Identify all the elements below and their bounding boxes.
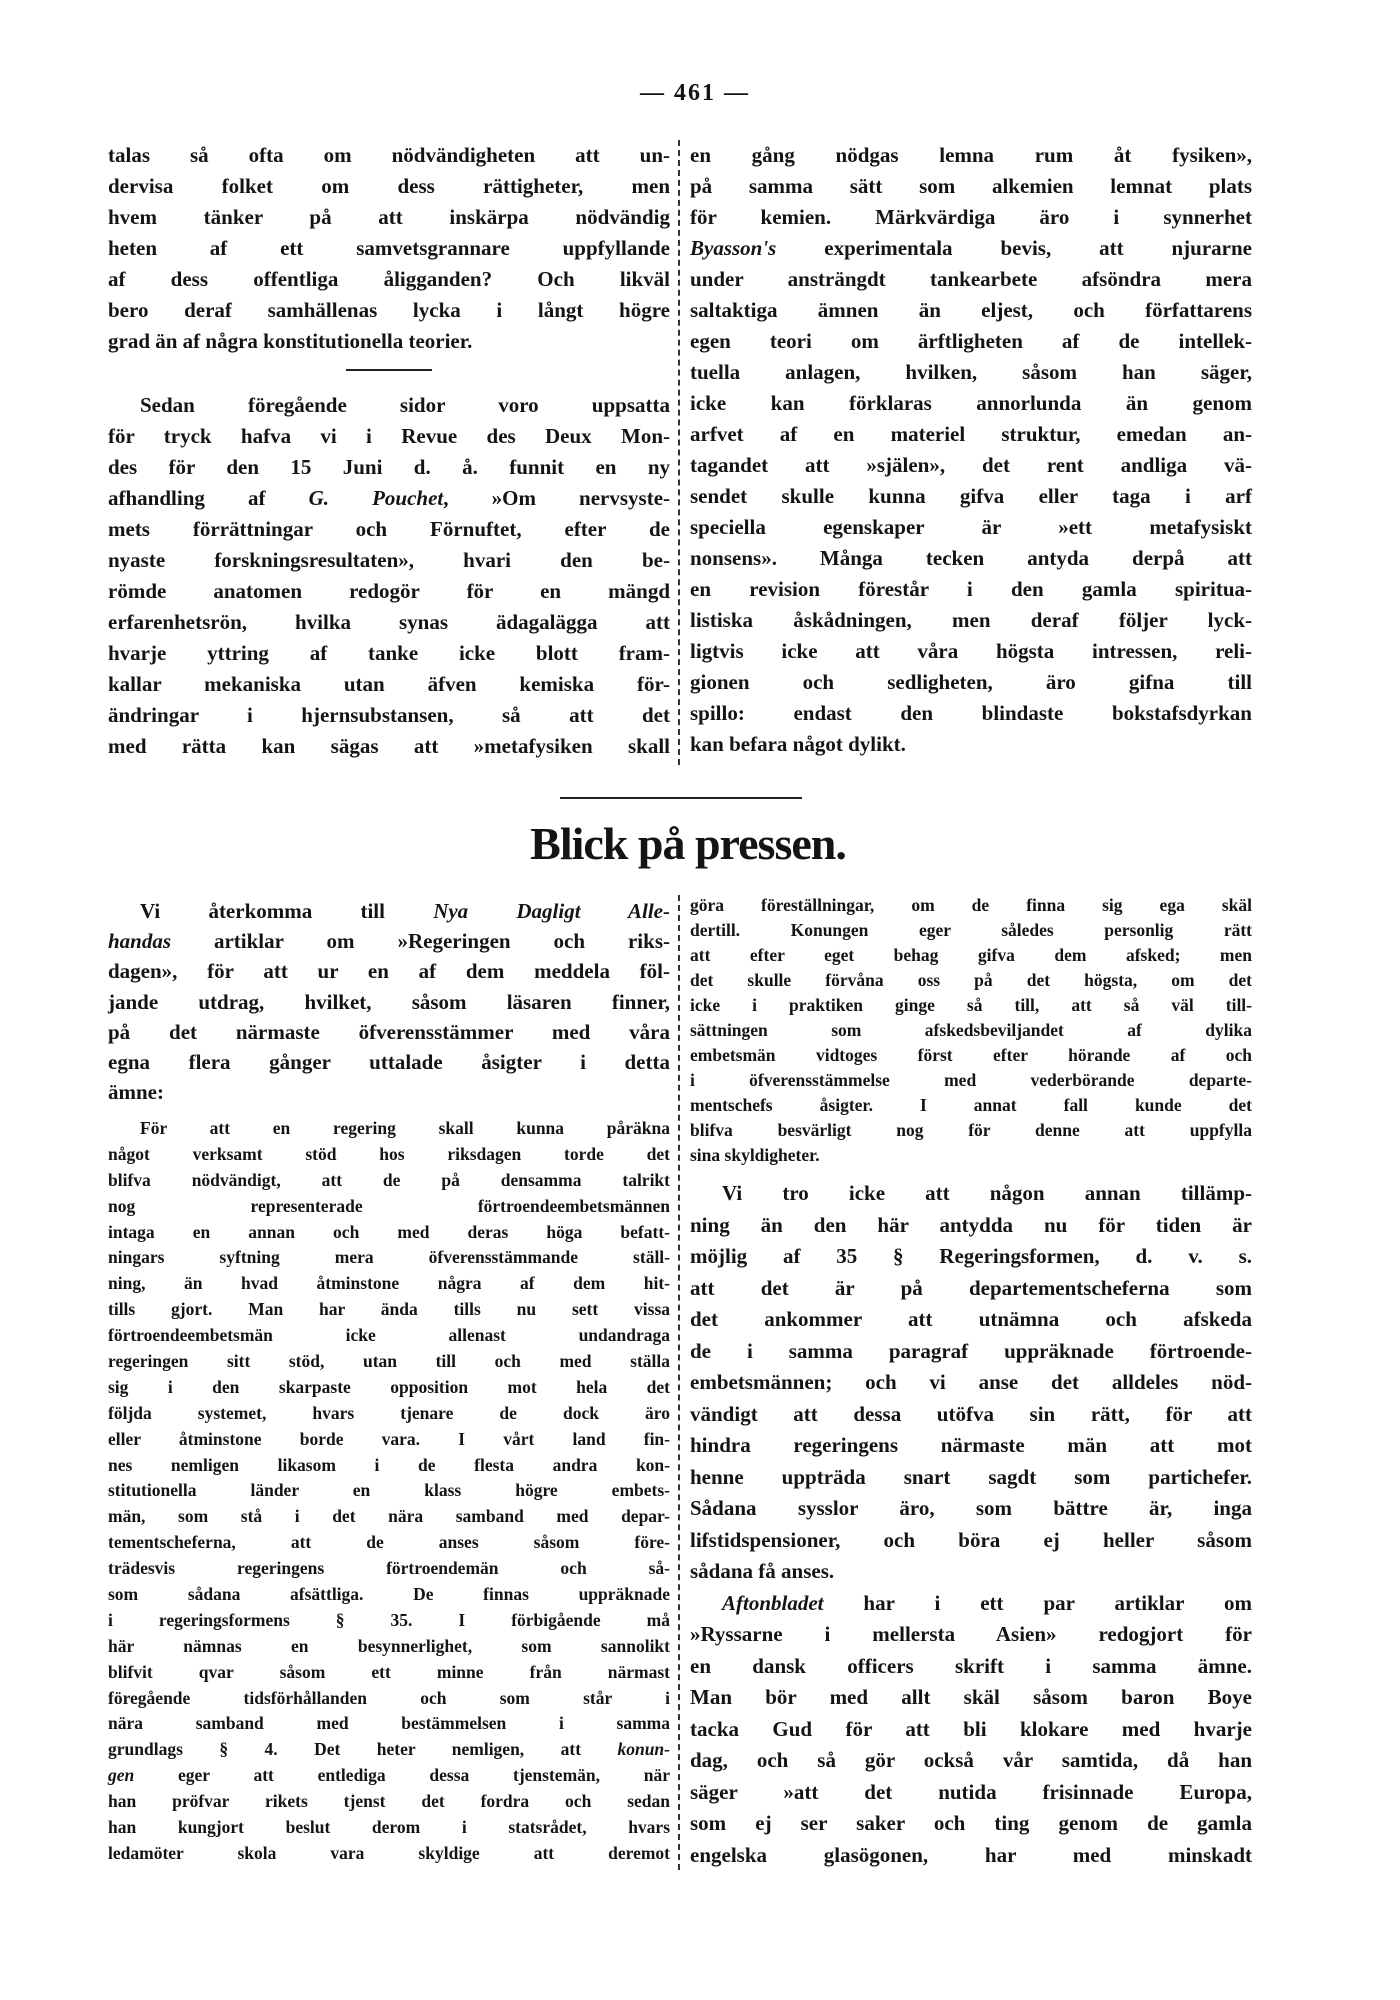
text-segment: afhandling af (108, 486, 309, 510)
lower-right-text (690, 1178, 1252, 1871)
text-line: römde anatomen redogör för en mängd (108, 579, 670, 603)
text-line: talas så ofta om nödvändigheten att un- (108, 143, 670, 167)
text-segment: experimentala bevis, att njurarne (776, 236, 1252, 260)
text-line: embetsmän vidtoges först efter hörande af och (690, 1045, 1252, 1065)
text-line: hvarje yttring af tanke icke blott fram- (108, 641, 670, 665)
text-line: i regeringsformens § 35. I förbigående må (108, 1609, 670, 1630)
text-segment: grundlags § 4. Det heter nemligen, att (108, 1739, 618, 1760)
text-segment: Vi återkomma till (140, 899, 434, 923)
text-line (690, 1588, 1252, 1620)
top-left-column-text (108, 140, 670, 357)
lower-left-quote (108, 1116, 670, 1867)
text-line: Vi tro icke att någon annan tillämp- (722, 1181, 1252, 1205)
text-line: hindra regeringens närmaste män att mot (690, 1433, 1252, 1457)
text-line: ning, än hvad åtminstone några af dem hit- (108, 1273, 670, 1294)
text-line: kan befara något dylikt. (690, 732, 906, 756)
text-line: embetsmännen; och vi anse det alldeles nöd- (690, 1370, 1252, 1394)
column-divider-bottom (678, 895, 680, 1870)
text-line: han pröfvar rikets tjenst det fordra och sedan (108, 1791, 670, 1812)
text-line: nyaste forskningsresultaten», hvari den be- (108, 548, 670, 572)
text-line: blifvit qvar såsom ett minne från närmast (108, 1661, 670, 1682)
text-line: göra föreställningar, om de finna sig ega skäl (690, 895, 1252, 915)
text-line: dagen», för att ur en af dem meddela föl- (108, 959, 670, 984)
italic-text: gen (108, 1765, 135, 1786)
top-left-column-text-2 (108, 390, 670, 762)
text-line: »Ryssarne i mellersta Asien» redogjort för (690, 1622, 1252, 1646)
text-line: sättningen som afskedsbeviljandet af dylika (690, 1020, 1252, 1040)
text-line (108, 483, 670, 514)
text-line: icke kan förklaras annorlunda än genom (690, 391, 1252, 415)
text-line: nog representerade förtroendeembetsmännen (108, 1195, 670, 1216)
text-line: stitutionella länder en klass högre embets- (108, 1480, 670, 1501)
text-line: af dess offentliga åligganden? Och likväl (108, 267, 670, 291)
text-line: henne uppträda snart sagdt som partichefer. (690, 1464, 1252, 1489)
italic-text: Byasson's (690, 236, 777, 260)
text-line: egen teori om ärftligheten af de intellek- (690, 329, 1252, 353)
text-line: blifva besvärligt nog för denne att uppfylla (690, 1120, 1252, 1140)
text-segment: har i ett par artiklar om (823, 1590, 1252, 1615)
text-line: att efter eget behag gifva dem afsked; men (690, 945, 1252, 965)
text-line: sig i den skarpaste opposition mot hela det (108, 1376, 670, 1397)
text-line: egna flera gånger uttalade åsigter i detta (108, 1049, 670, 1074)
text-line (108, 926, 670, 956)
text-line: des för den 15 Juni d. å. funnit en ny (108, 455, 670, 479)
text-line: ningars syftning mera öfverensstämmande ställ- (108, 1247, 670, 1268)
text-line: lifstidspensioner, och böra ej heller såsom (690, 1527, 1252, 1552)
section-rule (560, 797, 802, 799)
text-line: vändigt att dessa utöfva sin rätt, för att (690, 1401, 1252, 1426)
text-line: en revision förestår i den gamla spiritua- (690, 577, 1252, 601)
text-line: kallar mekaniska utan äfven kemiska för- (108, 672, 670, 696)
text-line (108, 1763, 670, 1789)
text-segment: , »Om nervsyste- (443, 486, 671, 510)
text-line: nära samband med bestämmelsen i samma (108, 1713, 670, 1734)
text-line: möjlig af 35 § Regeringsformen, d. v. s. (690, 1244, 1252, 1268)
italic-text: G. Pouchet (308, 486, 444, 510)
text-line: ligtvis icke att våra högsta intressen, reli- (690, 639, 1252, 663)
italic-text: Aftonbladet (722, 1590, 824, 1615)
text-segment: artiklar om »Regeringen och riks- (171, 929, 670, 954)
text-line: blifva nödvändigt, att de på densamma talrikt (108, 1169, 670, 1190)
text-line: Sedan föregående sidor voro uppsatta (140, 393, 670, 417)
text-line (108, 896, 670, 926)
lower-right-quote (690, 893, 1252, 1168)
text-line: engelska glasögonen, har med minskadt (690, 1842, 1252, 1867)
text-line: mets förrättningar och Förnuftet, efter de (108, 517, 670, 541)
page-number: — 461 — (640, 80, 750, 106)
text-line: män, som stå i det nära samband med depar- (108, 1506, 670, 1527)
italic-text: Nya Dagligt Alle- (433, 899, 670, 923)
column-divider-top (678, 140, 680, 765)
text-line: en dansk officers skrift i samma ämne. (690, 1653, 1252, 1678)
text-line: det skulle förvåna oss på det högsta, om det (690, 970, 1252, 990)
text-line: för tryck hafva vi i Revue des Deux Mon- (108, 424, 670, 448)
text-line: trädesvis regeringens förtroendemän och så- (108, 1558, 670, 1579)
text-line: dag, och så gör också vår samtida, då han (690, 1748, 1252, 1772)
text-line (690, 233, 1252, 264)
text-line: på samma sätt som alkemien lemnat plats (690, 174, 1252, 198)
text-line (108, 1737, 670, 1763)
text-segment: eger att entlediga dessa tjenstemän, när (134, 1765, 670, 1786)
paragraph-separator (346, 369, 432, 371)
text-line: speciella egenskaper är »ett metafysiskt (690, 515, 1252, 539)
section-title: Blick på pressen. (530, 818, 846, 869)
text-line: dertill. Konungen eger således personlig rätt (690, 920, 1252, 940)
text-line: här nämnas en besynnerlighet, som sannolikt (108, 1635, 670, 1656)
text-line: ämne: (108, 1080, 164, 1105)
text-line: nonsens». Många tecken antyda derpå att (690, 546, 1252, 570)
italic-text: konun- (617, 1739, 670, 1760)
text-line: erfarenhetsrön, hvilka synas ädagalägga att (108, 610, 670, 634)
text-line: förtroendeembetsmän icke allenast undandraga (108, 1325, 670, 1346)
text-line: gionen och sedligheten, äro gifna till (690, 670, 1252, 694)
text-line: bero deraf samhällenas lycka i långt högre (108, 298, 670, 322)
text-line: som sådana afsättliga. De finnas uppräknade (108, 1584, 670, 1605)
text-line: Man bör med allt skäl såsom baron Boye (690, 1685, 1252, 1709)
text-line: För att en regering skall kunna påräkna (140, 1118, 670, 1138)
text-line: regeringen sitt stöd, utan till och med ställa (108, 1351, 670, 1372)
text-line: i öfverensstämmelse med vederbörande departe- (690, 1070, 1252, 1090)
text-line: ändringar i hjernsubstansen, så att det (108, 703, 670, 727)
text-line: dervisa folket om dess rättigheter, men (108, 174, 670, 198)
text-line: ledamöter skola vara skyldige att deremot (108, 1842, 670, 1863)
text-line: han kungjort beslut derom i statsrådet, hvars (108, 1817, 670, 1838)
text-line: spillo: endast den blindaste bokstafsdyrkan (690, 701, 1252, 725)
text-line: icke i praktiken ginge så till, att så väl till- (690, 995, 1252, 1015)
lower-left-intro (108, 896, 670, 1107)
text-line: tementscheferna, att de anses såsom före- (108, 1532, 670, 1553)
text-line: hvem tänker på att inskärpa nödvändig (108, 205, 670, 229)
text-line: heten af ett samvetsgrannare uppfyllande (108, 236, 670, 260)
text-line: under ansträngdt tankearbete afsöndra mera (690, 267, 1252, 291)
text-line: säger »att det nutida frisinnade Europa, (690, 1779, 1252, 1804)
text-line: följda systemet, hvars tjenare de dock äro (108, 1402, 670, 1423)
text-line: en gång nödgas lemna rum åt fysiken», (690, 143, 1252, 167)
text-line: saltaktiga ämnen än eljest, och författarens (690, 298, 1252, 322)
text-line: de i samma paragraf uppräknade förtroende- (690, 1338, 1252, 1363)
text-line: jande utdrag, hvilket, såsom läsaren finner, (108, 989, 670, 1014)
top-right-column-text (690, 140, 1252, 760)
text-line: tacka Gud för att bli klokare med hvarje (690, 1716, 1252, 1741)
text-line: som ej ser saker och ting genom de gamla (690, 1811, 1252, 1835)
text-line: arfvet af en materiel struktur, emedan an- (690, 422, 1252, 446)
text-line: Sådana sysslor äro, som bättre är, inga (690, 1496, 1252, 1520)
text-line: att det är på departementscheferna som (690, 1275, 1252, 1300)
text-line: intaga en annan och med deras höga befatt- (108, 1221, 670, 1242)
text-line: tagandet att »själen», det rent andliga vä- (690, 453, 1252, 477)
text-line: tuella anlagen, hvilken, såsom han säger, (690, 360, 1252, 384)
text-line: ning än den här antydda nu för tiden är (690, 1212, 1252, 1237)
text-line: sendet skulle kunna gifva eller taga i arf (690, 484, 1252, 508)
text-line: listiska åskådningen, men deraf följer lyck- (690, 608, 1252, 632)
text-line: nes nemligen likasom i de flesta andra kon- (108, 1454, 670, 1475)
text-line: eller åtminstone borde vara. I vårt land fin- (108, 1428, 670, 1449)
text-line: något verksamt stöd hos riksdagen torde det (108, 1143, 670, 1164)
text-line: mentschefs åsigter. I annat fall kunde det (690, 1095, 1252, 1115)
text-line: sina skyldigheter. (690, 1145, 820, 1165)
text-line: föregående tidsförhållanden och som står i (108, 1687, 670, 1708)
text-line: för kemien. Märkvärdiga äro i synnerhet (690, 205, 1252, 229)
text-line: grad än af några konstitutionella teorier. (108, 329, 473, 353)
italic-text: handas (108, 929, 172, 954)
text-line: det ankommer att utnämna och afskeda (690, 1307, 1252, 1331)
text-line: på det närmaste öfverensstämmer med våra (108, 1019, 670, 1044)
text-line: tills gjort. Man har ända tills nu sett vissa (108, 1299, 670, 1320)
text-line: sådana få anses. (690, 1559, 835, 1583)
text-line: med rätta kan sägas att »metafysiken skall (108, 734, 670, 758)
